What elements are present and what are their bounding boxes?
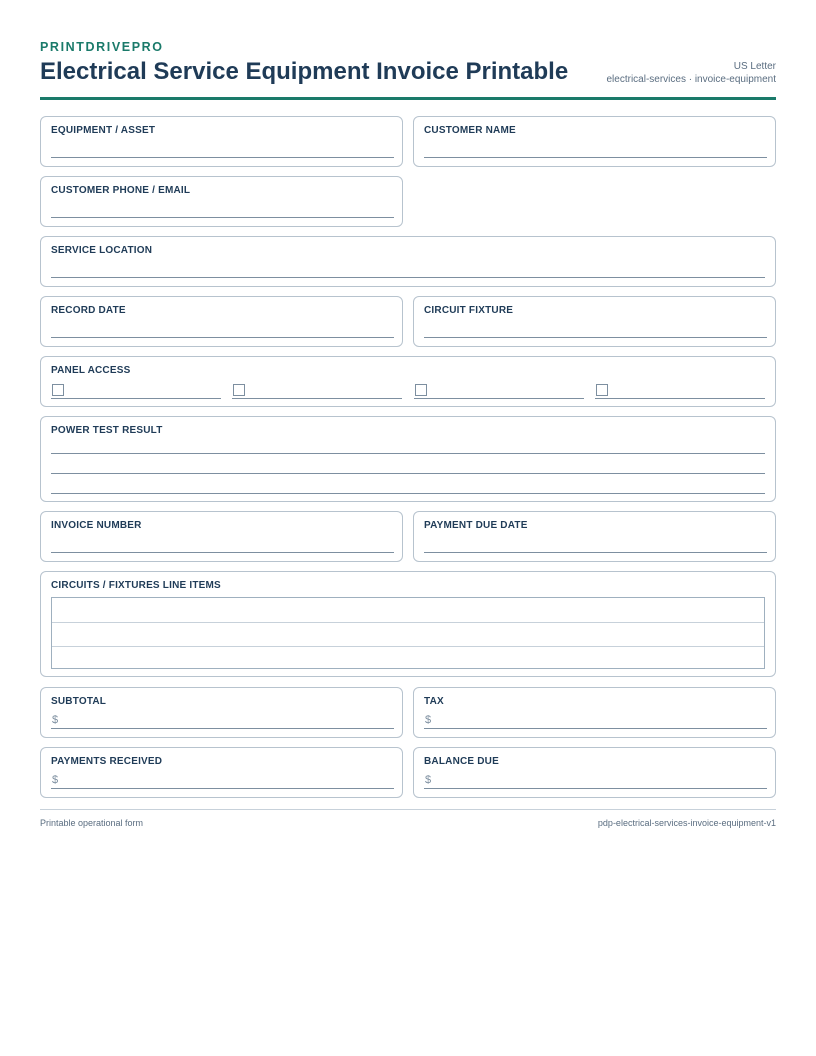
footer-form-id: pdp-electrical-services-invoice-equipment-v1 [597, 818, 776, 828]
customer-name-field[interactable] [413, 116, 776, 167]
record-date-label: RECORD DATE [51, 305, 126, 316]
service-location-label: SERVICE LOCATION [51, 245, 153, 256]
panel-access-option-2-line[interactable] [232, 398, 402, 399]
panel-access-option-1-line[interactable] [51, 398, 221, 399]
invoice-number-line [51, 552, 394, 553]
panel-access-checkbox-3[interactable] [415, 384, 427, 396]
balance-due-field[interactable] [413, 747, 776, 798]
equipment-asset-line [51, 157, 394, 158]
tax-line [424, 728, 767, 729]
subtotal-line [51, 728, 394, 729]
payments-received-label: PAYMENTS RECEIVED [51, 756, 163, 767]
balance-due-line [424, 788, 767, 789]
footer-divider [40, 809, 776, 810]
page-meta [606, 60, 776, 86]
power-test-result-line-1 [51, 453, 765, 454]
brand-name: PRINTDRIVEPRO [40, 40, 164, 54]
equipment-asset-label: EQUIPMENT / ASSET [51, 125, 156, 136]
circuit-fixture-label: CIRCUIT FIXTURE [424, 305, 514, 316]
tax-field[interactable] [413, 687, 776, 738]
panel-access-field [40, 356, 776, 407]
panel-access-checkbox-1[interactable] [52, 384, 64, 396]
payment-due-date-label: PAYMENT DUE DATE [424, 520, 528, 531]
record-date-field[interactable] [40, 296, 403, 347]
customer-name-line [424, 157, 767, 158]
power-test-result-label: POWER TEST RESULT [51, 425, 163, 436]
paper-size: US Letter [733, 61, 776, 72]
panel-access-label: PANEL ACCESS [51, 365, 131, 376]
table-row[interactable] [52, 598, 764, 622]
record-date-line [51, 337, 394, 338]
circuit-fixture-field[interactable] [413, 296, 776, 347]
subtotal-currency: $ [52, 714, 59, 726]
customer-phone-email-label: CUSTOMER PHONE / EMAIL [51, 185, 191, 196]
customer-phone-email-field[interactable] [40, 176, 403, 227]
power-test-result-line-2 [51, 473, 765, 474]
panel-access-option-4-line[interactable] [595, 398, 765, 399]
panel-access-checkbox-4[interactable] [596, 384, 608, 396]
balance-due-currency: $ [425, 774, 432, 786]
circuit-fixture-line [424, 337, 767, 338]
subtotal-label: SUBTOTAL [51, 696, 107, 707]
line-items-section [40, 571, 776, 677]
footer-left-text: Printable operational form [40, 818, 144, 828]
service-location-field[interactable] [40, 236, 776, 287]
payments-received-field[interactable] [40, 747, 403, 798]
balance-due-label: BALANCE DUE [424, 756, 499, 767]
panel-access-checkbox-2[interactable] [233, 384, 245, 396]
tax-currency: $ [425, 714, 432, 726]
line-items-table [51, 597, 765, 669]
equipment-asset-field[interactable] [40, 116, 403, 167]
power-test-result-field[interactable] [40, 416, 776, 502]
subtotal-field[interactable] [40, 687, 403, 738]
invoice-number-field[interactable] [40, 511, 403, 562]
panel-access-option-3-line[interactable] [414, 398, 584, 399]
line-items-label: CIRCUITS / FIXTURES LINE ITEMS [51, 580, 221, 591]
payment-due-date-line [424, 552, 767, 553]
header-divider [40, 97, 776, 100]
payment-due-date-field[interactable] [413, 511, 776, 562]
payments-received-line [51, 788, 394, 789]
invoice-number-label: INVOICE NUMBER [51, 520, 142, 531]
table-row[interactable] [52, 623, 764, 646]
form-tags: electrical-services · invoice-equipment [606, 74, 776, 85]
page-title: Electrical Service Equipment Invoice Printable [40, 58, 569, 85]
customer-phone-email-line [51, 217, 394, 218]
service-location-line [51, 277, 765, 278]
table-row[interactable] [52, 647, 764, 668]
payments-received-currency: $ [52, 774, 59, 786]
customer-name-label: CUSTOMER NAME [424, 125, 516, 136]
tax-label: TAX [424, 696, 444, 707]
power-test-result-line-3 [51, 493, 765, 494]
